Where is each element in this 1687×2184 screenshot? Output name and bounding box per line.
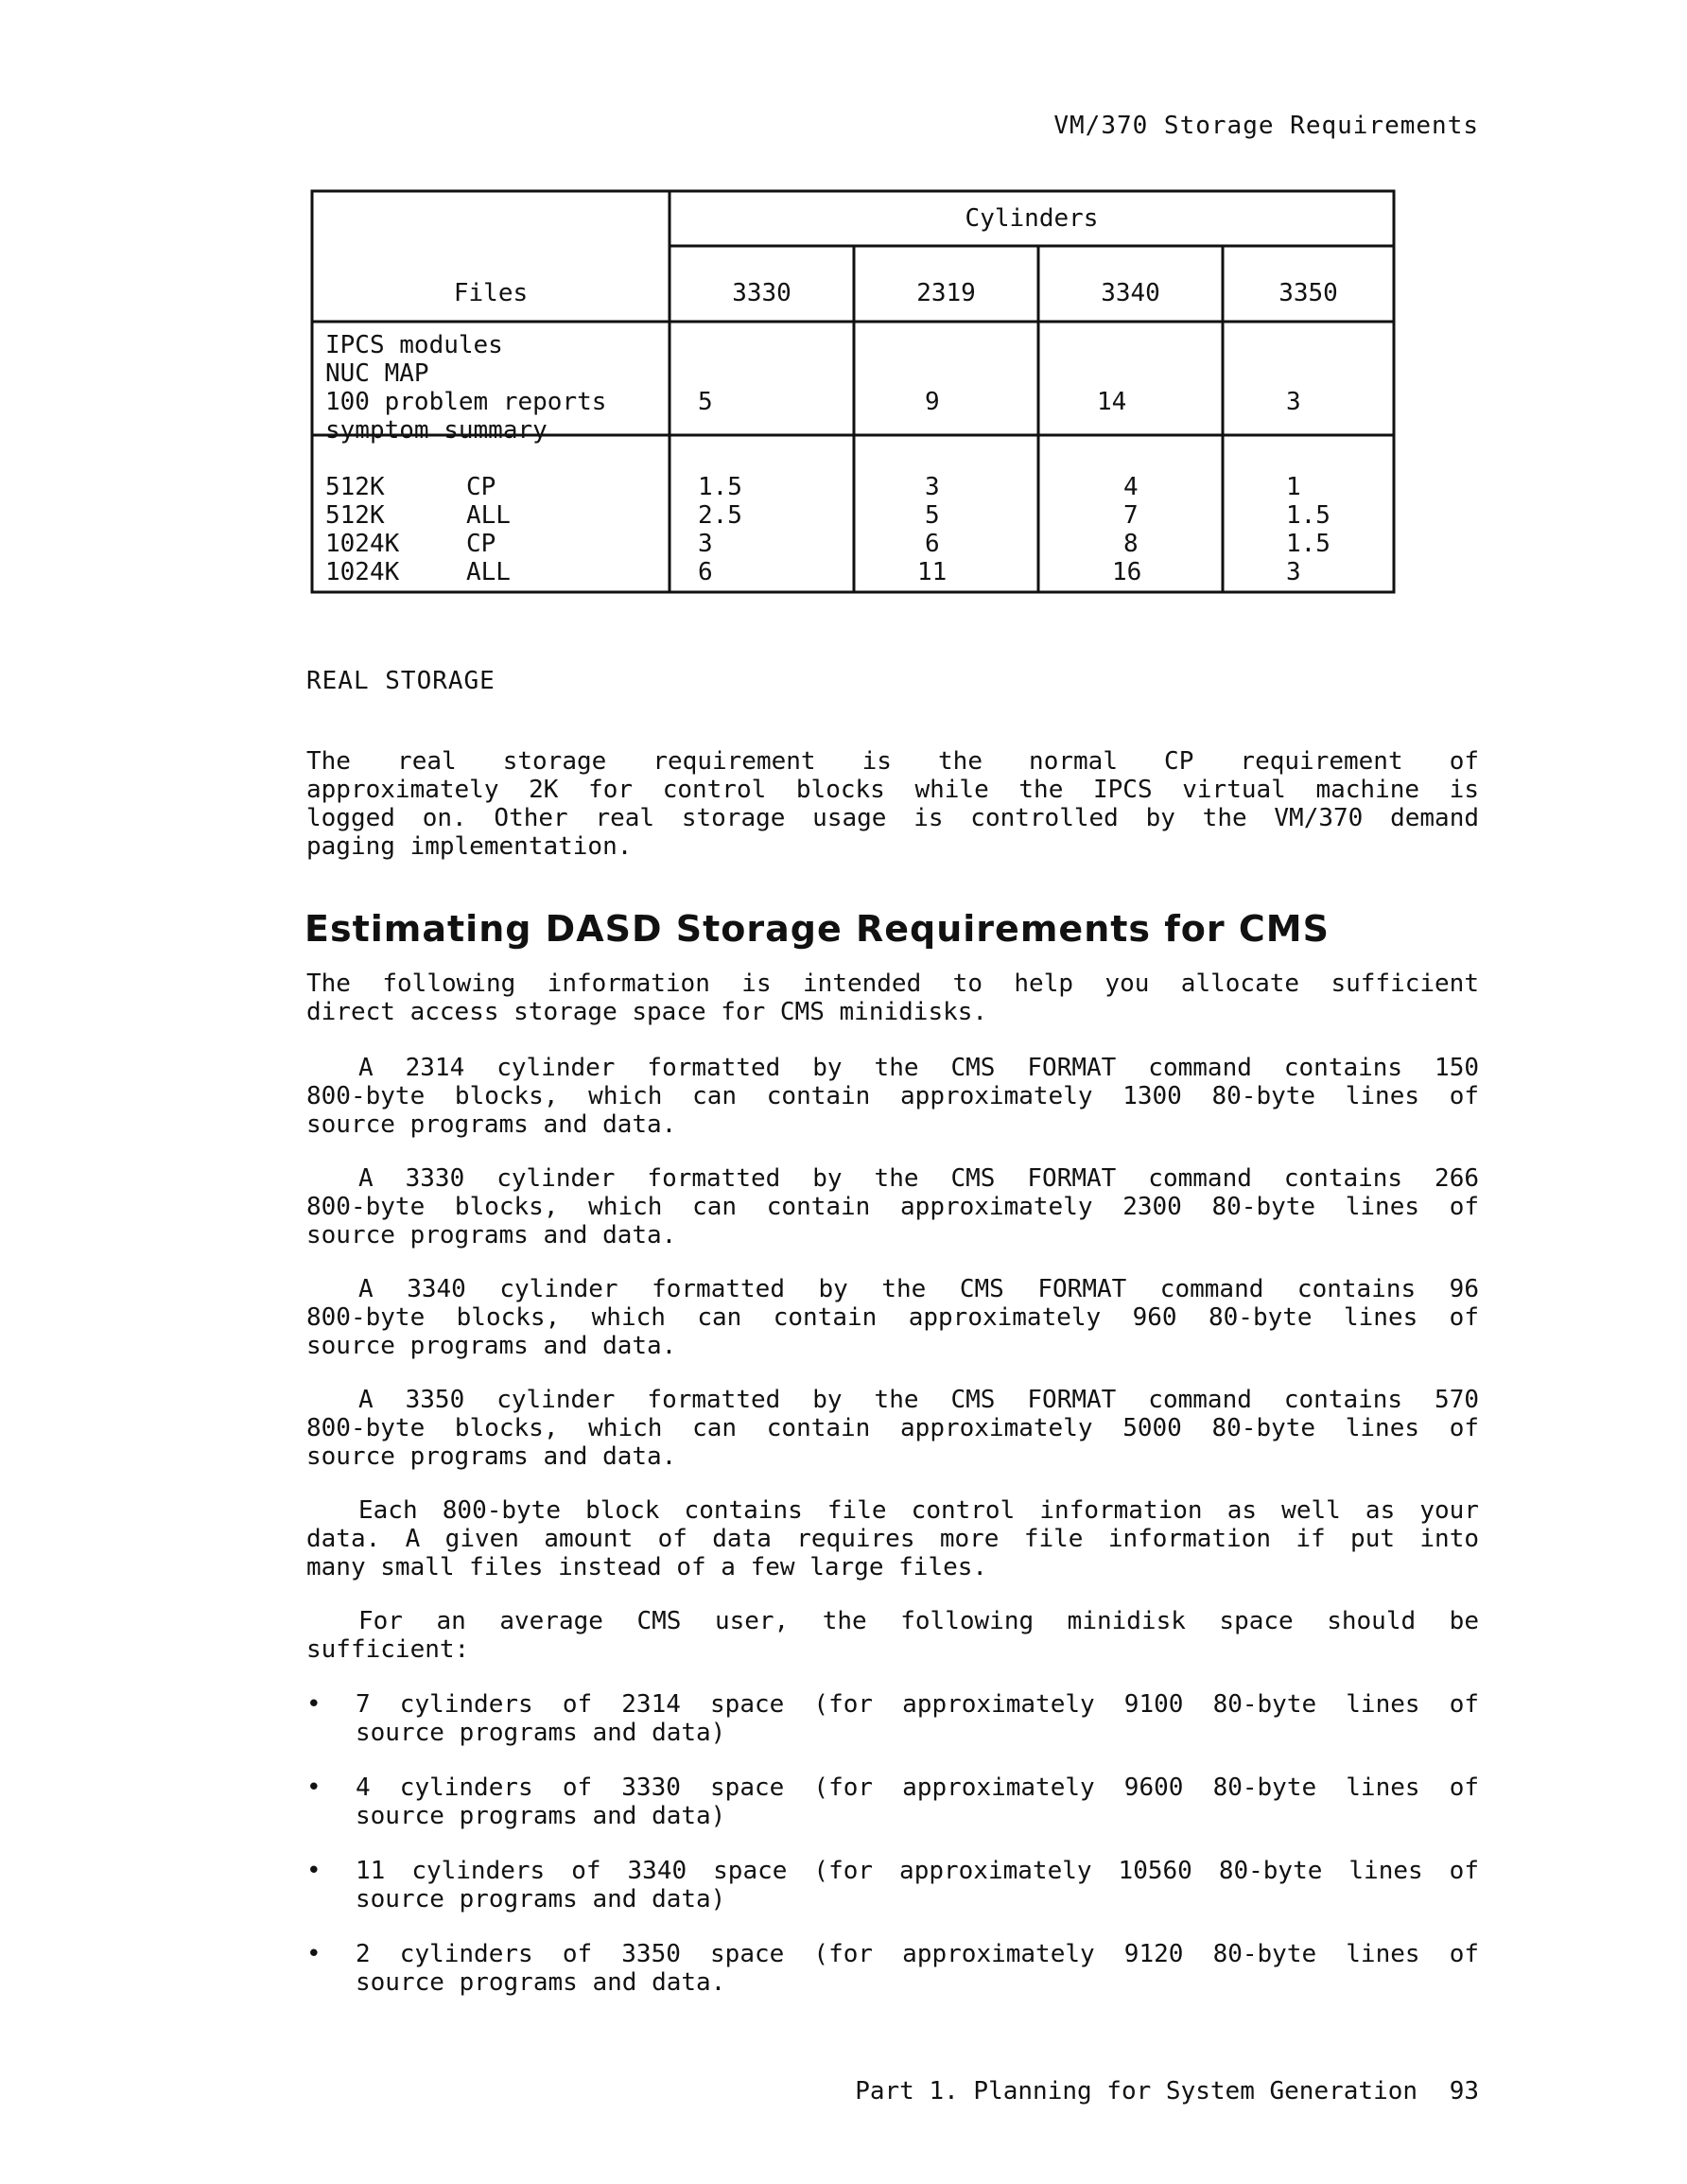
text-line: sufficient: xyxy=(306,1635,470,1664)
text-line: 800-byte blocks, which can contain approximately 960 80-byte lines of xyxy=(306,1303,1479,1332)
text-line: source programs and data) xyxy=(356,1885,726,1913)
text-line: The real storage requirement is the normal CP requirement of xyxy=(306,747,1479,776)
row-value-2319: 5 xyxy=(925,501,940,530)
real-storage-heading: REAL STORAGE xyxy=(306,667,496,695)
row-size: 1024K xyxy=(325,530,400,558)
paragraph-3330 xyxy=(306,1164,1479,1249)
running-header: VM/370 Storage Requirements xyxy=(1053,112,1479,140)
text-line: A 3350 cylinder formatted by the CMS FORMAT command contains 570 xyxy=(358,1386,1479,1414)
paragraph-3340 xyxy=(306,1275,1479,1360)
text-line: 800-byte blocks, which can contain approximately 2300 80-byte lines of xyxy=(306,1193,1479,1221)
text-line: source programs and data) xyxy=(356,1802,726,1830)
row-value-3330: 1.5 xyxy=(698,473,742,501)
row-value-3350: 1.5 xyxy=(1286,530,1330,558)
ipcs-value-2319: 9 xyxy=(925,388,940,416)
text-line: source programs and data. xyxy=(306,1332,677,1360)
text-line: source programs and data. xyxy=(306,1442,677,1471)
row-type: CP xyxy=(466,530,496,558)
page-footer xyxy=(855,2077,1479,2105)
row-value-3340: 8 xyxy=(1123,530,1139,558)
bullet-icon: • xyxy=(306,1857,322,1885)
text-line: 11 cylinders of 3340 space (for approximately 10560 80-byte lines of xyxy=(356,1857,1479,1885)
text-line: 800-byte blocks, which can contain approximately 1300 80-byte lines of xyxy=(306,1082,1479,1110)
row-size: 512K xyxy=(325,501,385,530)
device-header-3340: 3340 xyxy=(1101,279,1160,307)
paragraph-3350 xyxy=(306,1386,1479,1471)
text-line: many small files instead of a few large files. xyxy=(306,1553,988,1581)
bullet-icon: • xyxy=(306,1940,322,1968)
row-value-3340: 7 xyxy=(1123,501,1139,530)
row-value-3330: 6 xyxy=(698,558,713,586)
text-line: 7 cylinders of 2314 space (for approximately 9100 80-byte lines of xyxy=(356,1690,1479,1719)
text-line: data. A given amount of data requires more file information if put into xyxy=(306,1525,1479,1553)
ipcs-value-3350: 3 xyxy=(1286,388,1301,416)
paragraph-average-user xyxy=(306,1607,1479,1664)
ipcs-line: 100 problem reports xyxy=(325,388,607,416)
ipcs-line: IPCS modules xyxy=(325,331,503,359)
device-header-3350: 3350 xyxy=(1278,279,1338,307)
row-value-2319: 11 xyxy=(917,558,948,586)
text-line: source programs and data. xyxy=(356,1968,726,1997)
cylinders-header: Cylinders xyxy=(965,204,1099,233)
row-value-2319: 3 xyxy=(925,473,940,501)
row-size: 1024K xyxy=(325,558,400,586)
text-line: A 2314 cylinder formatted by the CMS FORMAT command contains 150 xyxy=(358,1054,1479,1082)
text-line: source programs and data. xyxy=(306,1221,677,1249)
row-type: CP xyxy=(466,473,496,501)
section-title: Estimating DASD Storage Requirements for CMS xyxy=(304,908,1330,950)
row-value-2319: 6 xyxy=(925,530,940,558)
text-line: source programs and data) xyxy=(356,1719,726,1747)
text-line: paging implementation. xyxy=(306,832,633,861)
row-type: ALL xyxy=(466,501,511,530)
row-value-3350: 1.5 xyxy=(1286,501,1330,530)
row-value-3340: 4 xyxy=(1123,473,1139,501)
text-line: A 3340 cylinder formatted by the CMS FORMAT command contains 96 xyxy=(358,1275,1479,1303)
real-storage-paragraph xyxy=(306,747,1479,861)
text-line: The following information is intended to help you allocate sufficient xyxy=(306,970,1479,998)
text-line: 4 cylinders of 3330 space (for approximately 9600 80-byte lines of xyxy=(356,1773,1479,1802)
row-value-3340: 16 xyxy=(1112,558,1142,586)
page-number: 93 xyxy=(1449,2077,1479,2105)
row-value-3350: 1 xyxy=(1286,473,1301,501)
row-value-3350: 3 xyxy=(1286,558,1301,586)
text-line: 800-byte blocks, which can contain approximately 5000 80-byte lines of xyxy=(306,1414,1479,1442)
text-line: direct access storage space for CMS minidisks. xyxy=(306,998,988,1026)
text-line: For an average CMS user, the following minidisk space should be xyxy=(358,1607,1479,1635)
ipcs-line: NUC MAP xyxy=(325,359,429,388)
files-header: Files xyxy=(453,279,529,307)
text-line: source programs and data. xyxy=(306,1110,677,1139)
text-line: A 3330 cylinder formatted by the CMS FORMAT command contains 266 xyxy=(358,1164,1479,1193)
row-value-3330: 2.5 xyxy=(698,501,742,530)
row-size: 512K xyxy=(325,473,385,501)
intro-paragraph xyxy=(306,970,1479,1026)
bullet-icon: • xyxy=(306,1773,322,1802)
paragraph-2314 xyxy=(306,1054,1479,1139)
files-table xyxy=(310,189,1398,596)
paragraph-block-info xyxy=(306,1496,1479,1581)
row-type: ALL xyxy=(466,558,511,586)
footer-text: Part 1. Planning for System Generation xyxy=(855,2077,1418,2105)
device-header-3330: 3330 xyxy=(732,279,791,307)
ipcs-value-3340: 14 xyxy=(1097,388,1127,416)
device-header-2319: 2319 xyxy=(916,279,976,307)
ipcs-line: symptom summary xyxy=(325,416,548,445)
ipcs-value-3330: 5 xyxy=(698,388,713,416)
text-line: Each 800-byte block contains file control information as well as your xyxy=(358,1496,1479,1525)
text-line: logged on. Other real storage usage is controlled by the VM/370 demand xyxy=(306,804,1479,832)
text-line: 2 cylinders of 3350 space (for approximately 9120 80-byte lines of xyxy=(356,1940,1479,1968)
bullet-icon: • xyxy=(306,1690,322,1719)
row-value-3330: 3 xyxy=(698,530,713,558)
text-line: approximately 2K for control blocks while the IPCS virtual machine is xyxy=(306,776,1479,804)
